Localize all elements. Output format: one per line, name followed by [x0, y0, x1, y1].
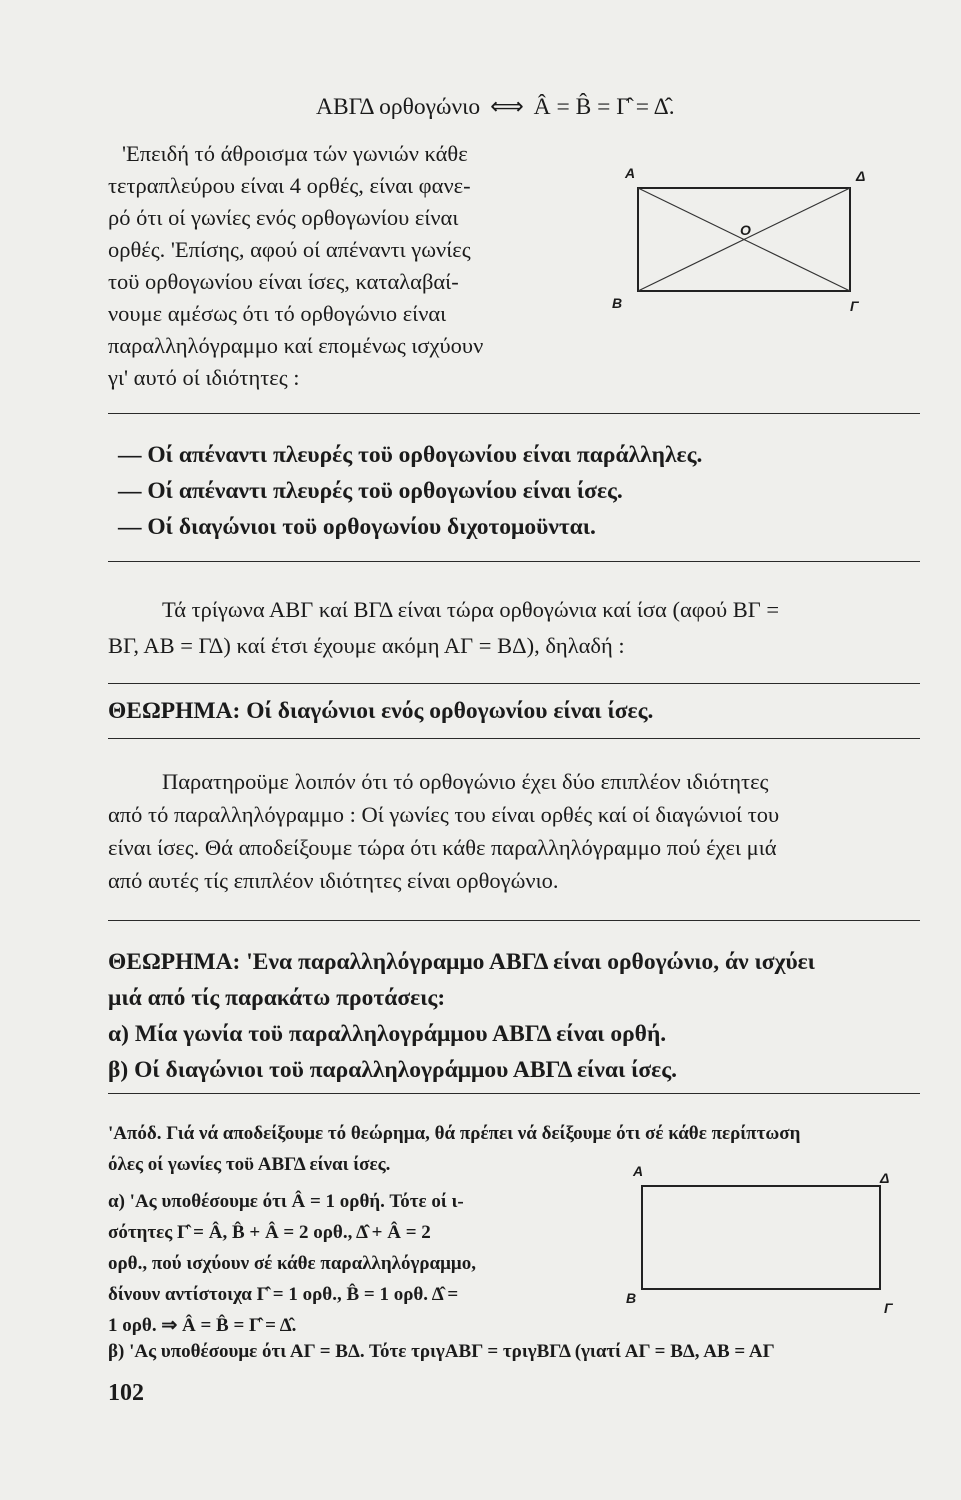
center-label-o: O	[740, 222, 751, 238]
vertex-label-a: A	[633, 1163, 644, 1179]
text-line: από τό παραλληλόγραμμο : Οί γωνίες του είναι ορθές καί οί διαγώνιοί του	[108, 802, 780, 827]
theorem-line: μιά από τίς παρακάτω προτάσεις:	[108, 985, 446, 1011]
definition-left: ΑΒΓΔ ορθογώνιο	[316, 94, 481, 120]
triangles-paragraph	[108, 594, 928, 662]
observation-paragraph	[108, 766, 928, 898]
vertex-label-b: B	[626, 1290, 637, 1306]
proof-line: 1 ορθ. ⇒ Â = B̂ = Γ̂ = Δ̂.	[108, 1315, 297, 1336]
properties-list	[118, 438, 702, 546]
divider	[108, 683, 920, 684]
definition-line	[316, 90, 675, 124]
divider	[108, 413, 920, 414]
proof-line: σότητες Γ̂ = Â, B̂ + Â = 2 ορθ., Δ̂ + Â = 2	[108, 1222, 431, 1243]
intro-line: νουμε αμέσως ότι τό ορθογώνιο είναι	[108, 301, 447, 326]
theorem-case-a: α) Μία γωνία τοϋ παραλληλογράμμου ΑΒΓΔ είναι ορθή.	[108, 1021, 667, 1047]
text-line: ΒΓ, ΑΒ = ΓΔ) καί έτσι έχουμε ακόμη ΑΓ = ΒΔ), δηλαδή :	[108, 633, 625, 658]
vertex-label-g: Γ	[850, 298, 859, 314]
intro-line: ορθές. 'Επίσης, αφού οί απέναντι γωνίες	[108, 237, 471, 262]
property-item: — Οί απέναντι πλευρές τοϋ ορθογωνίου είναι παράλληλες.	[118, 442, 703, 468]
proof-line: 'Απόδ. Γιά νά αποδείξουμε τό θεώρημα, θά πρέπει νά δείξουμε ότι σέ κάθε περίπτωση	[108, 1123, 801, 1144]
proof-line: ορθ., πού ισχύουν σέ κάθε παραλληλόγραμμο,	[108, 1253, 476, 1274]
intro-line: παραλληλόγραμμο καί επομένως ισχύουν	[108, 333, 484, 358]
intro-line: γι' αυτό οί ιδιότητες :	[108, 365, 300, 390]
vertex-label-g: Γ	[884, 1300, 893, 1316]
intro-line: τετραπλεύρου είναι 4 ορθές, είναι φανε-	[108, 173, 471, 198]
rectangle-figure-1	[590, 160, 890, 320]
theorem-case-b: β) Οί διαγώνιοι τοϋ παραλληλογράμμου ΑΒΓΔ είναι ίσες.	[108, 1057, 678, 1083]
proof-case-a	[108, 1186, 628, 1341]
vertex-label-d: Δ	[880, 1170, 890, 1186]
intro-line: ρό ότι οί γωνίες ενός ορθογωνίου είναι	[108, 205, 459, 230]
property-item: — Οί διαγώνιοι τοϋ ορθογωνίου διχοτομοϋνται.	[118, 514, 596, 540]
divider	[108, 1093, 920, 1094]
proof-case-b: β) 'Ας υποθέσουμε ότι ΑΓ = ΒΔ. Τότε τριγΑΒΓ = τριγΒΓΔ (γιατί ΑΓ = ΒΔ, ΑΒ = ΑΓ	[108, 1341, 775, 1362]
intro-line: 'Επειδή τό άθροισμα τών γωνιών κάθε	[122, 141, 468, 166]
proof-line: δίνουν αντίστοιχα Γ̂ = 1 ορθ., B̂ = 1 ορθ. Δ̂ =	[108, 1284, 459, 1305]
proof-line: όλες οί γωνίες τοϋ ΑΒΓΔ είναι ίσες.	[108, 1154, 391, 1175]
vertex-label-d: Δ	[856, 168, 866, 184]
proof-line: α) 'Ας υποθέσουμε ότι Â = 1 ορθή. Τότε οί ι-	[108, 1191, 464, 1212]
divider	[108, 561, 920, 562]
theorem-line: ΘΕΩΡΗΜΑ: 'Ενα παραλληλόγραμμο ΑΒΓΔ είναι ορθογώνιο, άν ισχύει	[108, 949, 815, 975]
theorem-1: ΘΕΩΡΗΜΑ: Οί διαγώνιοι ενός ορθογωνίου είναι ίσες.	[108, 698, 654, 724]
text-line: Παρατηροϋμε λοιπόν ότι τό ορθογώνιο έχει δύο επιπλέον ιδιότητες	[162, 769, 769, 794]
theorem-2	[108, 945, 928, 1089]
text-line: από αυτές τίς επιπλέον ιδιότητες είναι ορθογώνιο.	[108, 868, 559, 893]
text-line: Τά τρίγωνα ΑΒΓ καί ΒΓΔ είναι τώρα ορθογώνια καί ίσα (αφού ΒΓ =	[162, 597, 780, 622]
property-item: — Οί απέναντι πλευρές τοϋ ορθογωνίου είναι ίσες.	[118, 478, 623, 504]
vertex-label-a: A	[625, 165, 636, 181]
equivalence-arrow: ⟺	[490, 94, 524, 120]
rectangle-figure-2	[620, 1170, 900, 1310]
intro-line: τοϋ ορθογωνίου είναι ίσες, καταλαβαί-	[108, 269, 459, 294]
page-number: 102	[108, 1380, 144, 1406]
divider	[108, 920, 920, 921]
definition-right: Â = B̂ = Γ̂ = Δ̂.	[533, 94, 675, 120]
divider	[108, 738, 920, 739]
vertex-label-b: B	[612, 295, 623, 311]
text-line: είναι ίσες. Θά αποδείξουμε τώρα ότι κάθε παραλληλόγραμμο πού έχει μιά	[108, 835, 777, 860]
rectangle-outline	[642, 1186, 880, 1289]
intro-paragraph	[108, 138, 578, 394]
